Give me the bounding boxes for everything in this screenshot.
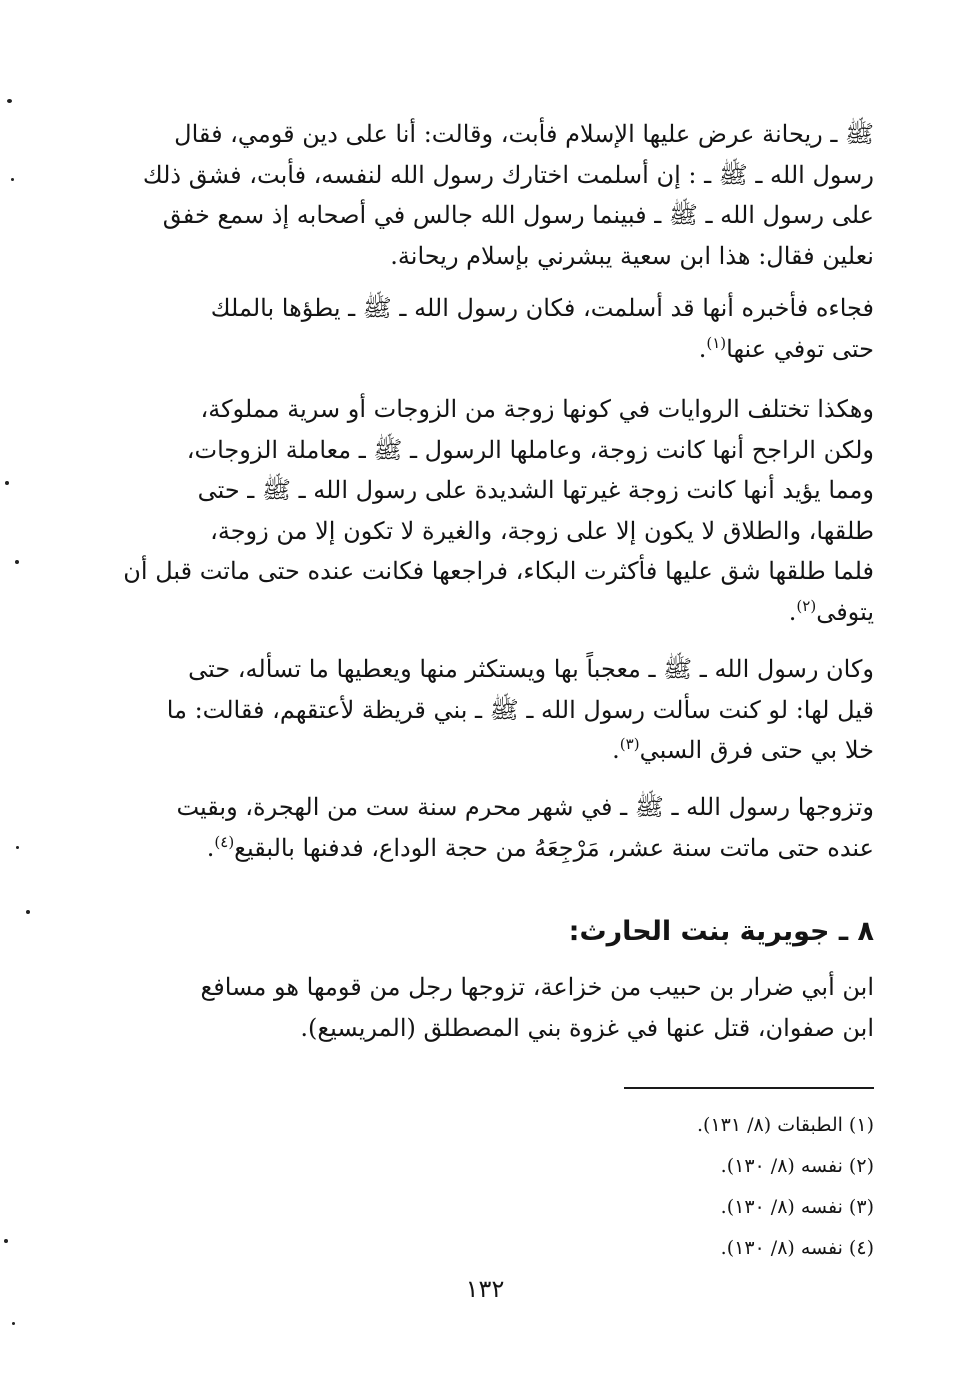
text-line: وهكذا تختلف الروايات في كونها زوجة من الزوجات أو سرية مملوكة، xyxy=(200,395,874,423)
scan-speck xyxy=(16,846,19,849)
text-line: طلقها، والطلاق لا يكون إلا على زوجة، والغيرة لا تكون إلا من زوجة، xyxy=(210,516,874,545)
text-line xyxy=(108,592,874,633)
text-line xyxy=(108,828,874,869)
footnote-ref-2: (٢) xyxy=(796,596,817,615)
paragraph-juwayriya xyxy=(108,967,874,1048)
text-line: فلما طلقها شق عليها فأكثرت البكاء، فراجعها فكانت عنده حتى ماتت قبل أن xyxy=(123,557,874,585)
footnote-item: (٢) نفسه (٨/ ١٣٠). xyxy=(720,1155,874,1177)
footnote-item: (٣) نفسه (٨/ ١٣٠). xyxy=(720,1196,874,1218)
scan-speck xyxy=(12,1322,15,1325)
text-line: ابن أبي ضرار بن حبيب من خزاعة، تزوجها رجل من قومها هو مسافع xyxy=(200,973,874,1001)
text-line: ابن صفوان، قتل عنها في غزوة بني المصطلق (المريسيع). xyxy=(300,1013,874,1042)
footnote-ref-4: (٤) xyxy=(214,832,235,851)
line-end: . xyxy=(788,597,797,626)
footnote-item: (٤) نفسه (٨/ ١٣٠). xyxy=(720,1237,874,1259)
scan-speck xyxy=(5,481,9,485)
scan-speck xyxy=(4,1239,8,1243)
line-end: . xyxy=(206,833,215,862)
scan-speck xyxy=(15,560,19,564)
text-line: ومما يؤيد أنها كانت زوجة غيرتها الشديدة على رسول الله ـ ﷺ ـ حتى xyxy=(197,476,874,504)
text-line xyxy=(108,730,874,771)
line-text: عنده حتى ماتت سنة عشر، مَرْجِعَهُ من حجة الوداع، فدفنها بالبقيع xyxy=(234,833,874,862)
line-end: . xyxy=(698,334,707,363)
text-line: ولكن الراجح أنها كانت زوجة، وعاملها الرسول ـ ﷺ ـ معاملة الزوجات، xyxy=(186,435,874,464)
footnotes xyxy=(500,1105,874,1269)
line-text: خلا بي حتى فرق السبي xyxy=(639,736,874,764)
page-number: ١٣٢ xyxy=(465,1275,505,1303)
footnote-divider xyxy=(624,1087,874,1089)
scan-speck xyxy=(7,99,12,103)
section-heading: ٨ ـ جويرية بنت الحارث: xyxy=(568,916,874,947)
text-line: على رسول الله ـ ﷺ ـ فبينما رسول الله جالس في أصحابه إذ سمع خفق xyxy=(162,201,874,229)
text-line xyxy=(108,329,874,370)
text-line: وتزوجها رسول الله ـ ﷺ ـ في شهر محرم سنة ست من الهجرة، وبقيت xyxy=(176,793,874,821)
text-line: نعلين فقال: هذا ابن سعية يبشرني بإسلام ريحانة. xyxy=(390,241,874,270)
scan-speck xyxy=(26,910,30,914)
paragraph-rayhana-islam xyxy=(108,114,874,276)
text-line: وكان رسول الله ـ ﷺ ـ معجباً بها ويستكثر منها ويعطيها ما تسأله، حتى xyxy=(188,655,874,683)
footnote-ref-1: (١) xyxy=(706,333,727,352)
scan-speck xyxy=(11,178,14,181)
paragraph-news-of-islam xyxy=(108,288,874,369)
paragraph-marriage-date xyxy=(108,787,874,868)
line-text: حتى توفي عنها xyxy=(726,334,874,363)
text-line: ﷺ ـ ريحانة عرض عليها الإسلام فأبت، وقالت: أنا على دين قومي، فقال xyxy=(174,120,874,148)
footnote-item: (١) الطبقات (٨/ ١٣١). xyxy=(697,1114,874,1136)
paragraph-admiration xyxy=(108,649,874,771)
text-line: فجاءه فأخبره أنها قد أسلمت، فكان رسول الله ـ ﷺ ـ يطؤها بالملك xyxy=(210,294,874,322)
paragraph-narrations-differ xyxy=(108,389,874,632)
text-line: رسول الله ـ ﷺ ـ : إن أسلمت اختارك رسول الله لنفسه، فأبت، فشق ذلك xyxy=(142,160,874,189)
line-text: يتوفى xyxy=(816,597,874,626)
line-end: . xyxy=(612,736,620,764)
text-line: قيل لها: لو كنت سألت رسول الله ـ ﷺ ـ بني قريظة لأعتقهم، فقالت: ما xyxy=(166,695,874,724)
footnote-ref-3: (٣) xyxy=(619,735,640,753)
